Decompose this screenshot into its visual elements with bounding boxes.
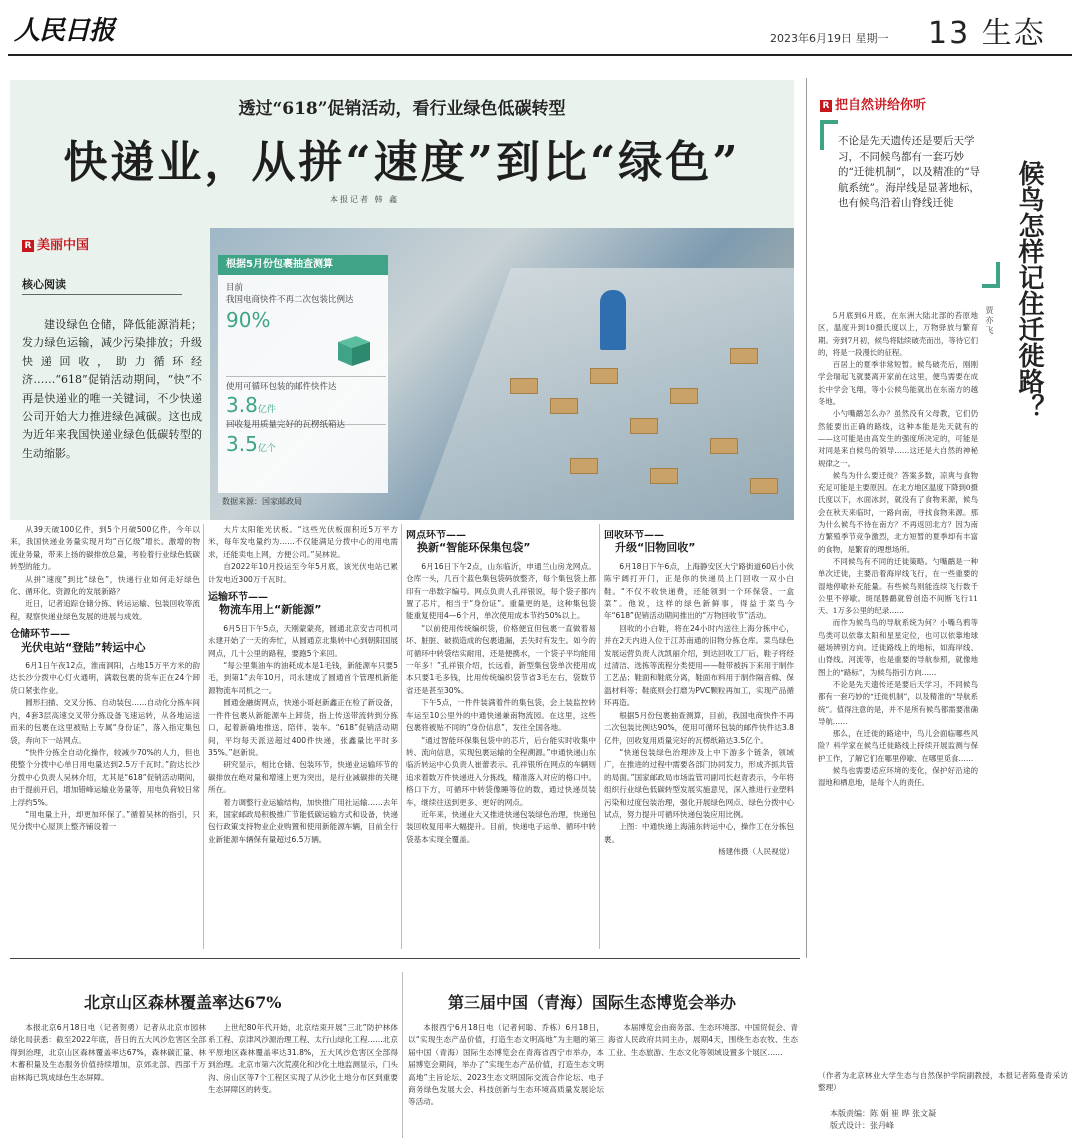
page-footer	[830, 1108, 936, 1132]
parcel	[570, 458, 598, 474]
paragraph: “以前使用传统编织袋，价格便宜但包裹一直做着易坏、脏脏、破损造成的包裹遗漏，丢失时有发生。如今的可循环中转袋结实耐用，还是便携水，一个袋子平均能用一年多！”孔祥银介绍，长远看，新型集包袋单次使用成本只要1毛多钱，比用传统编织袋节省3毛左右，袋数节省还是甚至30%。	[406, 623, 596, 695]
paragraph: 从拼“速度”到比“绿色”，快递行业如何走好绿色化、循环化、资源化的发展新路？	[10, 574, 200, 597]
stat3-value-group	[226, 432, 276, 456]
footer-designer: 版式设计：张丹峰	[830, 1121, 894, 1130]
quote-close-mark	[982, 262, 1000, 288]
paragraph: 候鸟为什么要迁徙？答案多数，凉爽与食物充足可能是主要原因。在北方地区温度下降到0摄氏度以下，水面冰封，就没有了食物来源，候鸟会在秋天来临时，一路向南，寻找食物来源。那为什么候鸟不待在南方？不再返回北方？因为南方繁殖季节竞争激烈，北方短暂的夏季却有丰富的食物，是繁育的理想场所。	[818, 470, 978, 554]
masthead	[0, 0, 1080, 56]
parcel	[650, 468, 678, 484]
bottom-right-headline: 第三届中国（青海）国际生态博览会举办	[448, 993, 737, 1012]
paragraph: 上世纪80年代开始，北京结束开展“三北”防护林体系工程、京津风沙源治理工程、太行山绿化工程……北京平原地区森林覆盖率达31.8%，五大风沙危害区全部得到治理。北京市第六次荒漠化和沙化土地监测显示，门头沟、房山区等7个工程区实现了从沙化土地分布区到重要生态屏障区的转变。	[208, 1023, 398, 1095]
section-tag-beautiful-china	[22, 234, 89, 253]
stat1-value: 90%	[226, 308, 271, 332]
paragraph: 近年来，快递业大又推进快递包装绿色治理，快递包装回收复用率大幅提升。目前，快递电子运单、循环中转袋基本实现全覆盖。	[406, 809, 596, 844]
bottom-rule	[10, 958, 800, 959]
right-article-body	[818, 310, 978, 950]
parcel	[510, 378, 538, 394]
article-byline: 本报记者 韩 鑫	[330, 195, 400, 204]
section-subheading-title: 光伏电站“登陆”转运中心	[21, 640, 146, 654]
section-subheading: 回收环节——	[604, 530, 664, 541]
dateline: 2023年6月19日 星期一	[770, 32, 889, 45]
section-subheading-title: 换新“智能环保集包袋”	[417, 541, 531, 555]
section-tag-label: 美丽中国	[37, 238, 90, 253]
parcel	[630, 418, 658, 434]
section-tag-label: 把自然讲给你听	[835, 98, 927, 113]
paragraph: “快件分拣全自动化操作，较减少70%的人力，但也使整个分拨中心单日用电量达到2.5万千瓦时。”韵达长沙分拨中心负责人吴林介绍，尤其是“618”促销活动期间，由于提前开启，增加错峰运输业务量等，用电负荷较日常上浮约5%。	[10, 747, 200, 807]
article-column-4	[604, 530, 794, 949]
paragraph: 而作为候鸟鸟的导航系统为何？小嘴乌鸦等鸟类可以依靠太阳和星星定位，也可以依靠地球磁场辨别方向。迁徙路线上的地标，如海岸线、山脊线、河流等，也是重要的导航参照，就像地图上的“路标”，为候鸟指引方向……	[818, 618, 978, 677]
parcel	[670, 388, 698, 404]
paragraph: 圆通金融街网点，快递小哥赵新鑫正在检了新设备，一件件包裹从新能源车上卸货，指上传送带流转到分拣口，起着新确地推送、陪伴、装车。“618”促销活动期间，平均每天派送超过400件快递，张鑫量比平时多35%。”赵新说。	[208, 698, 398, 757]
package-icon	[330, 330, 376, 370]
paragraph: 从39天破100亿件，到5个月破500亿件，今年以来，我国快递业务量实现月均“百亿级”增长。激增的物流业务量，带来上扬的碳排放总量，考验着行业绿色低碳转型的能力。	[10, 525, 200, 572]
paragraph: 6月5日下午5点，天刚蒙蒙亮，圆通北京安吉司机司永建开始了一天的奔忙，从圆通京北集转中心到朝阳国展网点，几十公里的路程，要跑5个来回。	[208, 623, 398, 658]
r-tag-icon: R	[820, 100, 832, 112]
photo-caption: 数据来源：国家邮政局	[222, 497, 302, 506]
paragraph: 百居上的夏季非常短暂。候鸟破壳后，刚刚学会瑞起飞就要离开家前在这里，便鸟需要在成长中学会飞翔，等小公候鸟能就出在东南方的越冬地。	[818, 360, 978, 407]
core-reading-text: 建设绿色仓储，降低能源消耗；发力绿色运输，减少污染排放；升级快递回收，助力循环经济……“618”促销活动期间，“快”不再是快递业的唯一关键词，不少快递公司开始大力推进绿色减碳。这也成为近年来我国快递业绿色低碳转型的生动缩影。	[22, 318, 202, 460]
stat2-value: 3.8	[226, 393, 258, 417]
parcel	[750, 478, 778, 494]
stat2-unit: 亿件	[257, 405, 276, 415]
paragraph: 圆形扫描、交叉分拣、自动装包……自动化分拣车间内，4套3层高速交叉带分拣设备飞速运转，从各地运送而来的包裹在这里被贴上专属“身份证”，落入指定集包袋，奔向下一站网点。	[10, 698, 200, 745]
paragraph: 候鸟也需要适应环境的变化，保护好沿途的湿地和栖息地，是每个人的责任。	[818, 765, 978, 788]
bottom-left-col-1	[10, 1022, 206, 1138]
core-reading-heading: 核心阅读	[22, 278, 66, 291]
paragraph: 着力调整行业运输结构，加快推广用社运输……去年来，国家邮政局积极推广节能低碳运输方式和设备，快递包行政策支持物业企业购置和使用新能源车辆，目前全行业新能源车辆保有量超过6.5万辆。	[208, 797, 398, 844]
section-subheading-title: 物流车用上“新能源”	[219, 603, 322, 617]
bottom-left-headline: 北京山区森林覆盖率达67%	[84, 993, 282, 1012]
right-article-author: 贾亦飞	[985, 306, 994, 336]
paragraph: 本届博览会由商务部、生态环境部、中国贸促会、青海省人民政府共同主办，展期4天，围绕生态农牧、生态工业、生态旅游、生态文化等领域设置多个展区……	[608, 1023, 798, 1057]
paragraph: “每公里集油车的油耗成本是1毛钱，新能源车只要5毛，到第1”去年10月，司永建成了圆通首个管理机新能源物流车司机之一。	[208, 661, 398, 695]
column-divider	[599, 524, 600, 949]
article-kicker: 透过“618”促销活动，看行业绿色低碳转型	[238, 99, 566, 119]
paragraph: “用电量上升，却更加环保了。”循着吴林的指引，只见分拨中心屋顶上整齐铺设着一	[10, 809, 200, 832]
core-reading-rule	[22, 294, 182, 295]
photo-note: 上图：中通快递上海浦东转运中心，操作工在分拣包裹。	[604, 822, 794, 844]
bottom-left-col-2	[208, 1022, 398, 1138]
paragraph: 研究显示，相比仓储、包装环节，快递业运输环节的碳排放在绝对量和增速上更为突出，是行业减碳排的关键所在。	[208, 760, 398, 795]
paragraph: 下午5点，一件件装满着件的集包袋，会上装监控转车运至10公里外的中通快递兼南物流园。在这里，这些包裹将被贴不同的“身份信息”，发往全国各地。	[406, 698, 596, 733]
right-column-divider	[806, 78, 807, 958]
paragraph: 不同候鸟有不同的迁徙策略。勺嘴鹬是一种单次迁徙，主要沿着海岸线飞行，在一些重要的湿地停歇补充能量。有些候鸟则能连续飞行数千公里不停歇。斑尾塍鹬就曾创造不间断飞行11天、1万多公里的纪录……	[818, 556, 978, 616]
section-subheading-title: 升级“旧物回收”	[615, 541, 696, 555]
paragraph: 不论是先天遗传还是要后天学习，不同候鸟都有一套巧妙的“迁徙机制”，以及精准的“导航系统”。值得注意的是，并不是所有候鸟都需要准确导航……	[818, 679, 978, 726]
pull-quote: 不论是先天遗传还是要后天学习，不同候鸟都有一套巧妙的“迁徙机制”，以及精准的“导航系统”。海岸线是显著地标，也有候鸟沿着山脊线迁徙	[838, 135, 981, 209]
article-column-1	[10, 524, 200, 949]
article-column-2	[208, 524, 398, 949]
stat3-label: 回收复用质量完好的瓦楞纸箱达	[226, 420, 346, 430]
article-column-3	[406, 530, 596, 949]
parcel	[730, 348, 758, 364]
stat2-label: 使用可循环包装的邮件快件达	[226, 382, 337, 392]
parcel	[590, 368, 618, 384]
parcel	[550, 398, 578, 414]
r-tag-icon: R	[22, 240, 34, 252]
paragraph: “快递包装绿色治理涉及上中下游多个链条，领域广，在推进的过程中需要各部门协同发力，形成齐抓共管的局面。”国家邮政局市场监管司副司长赵青表示，今年将组织行业绿色低碳转型发展实施意见，深入推进行业塑料污染和过度包装治理，强化开展绿色网点、绿色分拨中心试点，努力提升可循环快递包装应用比例。	[604, 747, 794, 819]
right-article-title: 候鸟怎样记住迁徙路？	[1014, 160, 1044, 420]
author-note: （作者为北京林业大学生态与自然保护学院副教授，本报记者陈曼青采访整理）	[818, 1071, 1068, 1093]
paragraph: 小勺嘴鹬怎么办？虽然没有父母教，它们仍然能要出正确的路线，这种本能是先天就有的——这可能是由高发生的强度所决定的，可能是对同是来自候鸟的领导……这还是大自然的神秘规律之一。	[818, 409, 978, 468]
footer-editors: 本版责编：陈 娟 崔 晔 张文凝	[830, 1109, 937, 1118]
paragraph: 6月18日下午6点，上海静安区大宁路街道60后小伙陈宇阔打开门，正是你的快递员上门回收一双小白鞋。“不仅不收快递费，还能领到一个环保袋、一盒菜”。他说，这样的绿色新鲜事，得益于菜鸟今年“618”促销活动期间推出的“万物回收节”活动。	[604, 561, 794, 621]
stats-panel-title: 根据5月份包裹抽查测算	[218, 255, 388, 275]
page-number: 13 生态	[928, 16, 1046, 51]
paragraph: 自2022年10月投运至今年5月底，该光伏电站已累计发电近300万千瓦时。	[208, 562, 398, 584]
column-divider	[203, 524, 204, 949]
paragraph: 回收的小白鞋，将在24小时内送往上海分拣中心，并在2天内进入位于江苏南通的旧物分拣仓库。菜鸟绿色发展运营负责人沈凯丽介绍，到达回收工厂后，鞋子将经过清洁、选拣等流程分类使用——鞋带被拆下来用于制作工艺品；鞋面和鞋底分离，鞋面布料用于制作隔音棉、保温材料等；鞋底则会打磨为PVC颗粒再加工，实现产品循环再造。	[604, 623, 794, 708]
stat3-unit: 亿个	[257, 444, 276, 454]
paragraph: 5月底到6月底，在东洲大陆北部的苔原地区，温度升到10摄氏度以上，万物驿放与繁育期。旁到7月初，候鸟将陆续破壳而出，等待它们的，将是一段漫长的征程。	[818, 311, 978, 357]
stat3-value: 3.5	[226, 432, 258, 456]
paragraph: 本报北京6月18日电（记者贺勇）记者从北京市园林绿化局获悉：截至2022年底，昔日的五大风沙危害区全部得到治理，北京山区森林覆盖率达67%，森林碳汇量、林木蓄积量及生态服务价值持续增加，京郊北部、西部千万亩林海已筑成绿色生态屏障。	[10, 1023, 206, 1082]
photo-credit: 杨建伟摄（人民视觉）	[718, 847, 794, 857]
worker-figure	[600, 290, 626, 350]
paragraph: 大片太阳能光伏板。“这些光伏板面积近5万平方米，每年发电量约为……不仅能满足分拨中心的用电需求，还能卖电上网，方便公司。”吴林说。	[208, 525, 398, 559]
article-headline: 快递业，从拼“速度”到比“绿色”	[63, 137, 741, 188]
bottom-right-col-1	[408, 1022, 604, 1138]
bottom-right-col-2	[608, 1022, 798, 1138]
bottom-divider	[402, 972, 403, 1138]
paragraph: 那么，在迁徙的路途中，鸟儿会面临哪些风险？科学家在候鸟迁徙路线上持续开展监测与保护工作，了解它们在哪里停歇、在哪里觅食……	[818, 729, 978, 763]
masthead-rule	[8, 54, 1072, 56]
panel-divider	[226, 376, 386, 377]
paragraph: 6月16日下午2点，山东临沂，申通兰山房龙网点。仓库一头，几百个蓝色集包袋码放整齐，每个集包袋上都印有一串数字编号。网点负责人孔祥银说，每个袋子都内置了芯片，相当于“身份证”。重量更的是，这种集包袋能重复使用4—6个月，单次使用成本节约50%以上。	[406, 561, 596, 621]
column-divider	[401, 524, 402, 949]
paragraph: 本报西宁6月18日电（记者何聪、乔栋）6月18日，以“实现生态产品价值，打造生态文明高地”为主题的第三届中国（青海）国际生态博览会在青海省西宁市举办，本届博览会期间，举办了“实现生态产品价值，打造生态文明高地”主旨论坛、2023生态文明国际交流合作论坛、电子商务绿色发展大会、科技创新与生态环境高质量发展论坛等活动。	[408, 1023, 604, 1107]
section-subheading: 仓储环节——	[10, 629, 70, 641]
newspaper-logo: 人民日报	[14, 16, 115, 46]
paragraph: 6月1日午夜12点，淮南洞阳，占地15万平方米的韵达长沙分拨中心灯火通明，满载包裹的货车正在24个卸货口紧张作业。	[10, 661, 200, 695]
parcel	[710, 438, 738, 454]
section-tag-nature	[820, 94, 926, 113]
paragraph: 根据5月份包裹抽查测算，目前，我国电商快件不再二次包装比例达90%，使用可循环包装的邮件快件达3.8亿件，回收复用质量完好的瓦楞纸箱达3.5亿个。	[604, 710, 794, 745]
section-subheading: 网点环节——	[406, 530, 466, 541]
paragraph: 近日，记者追踪仓储分拣、转运运输、包装回收等流程，观察快递业绿色发展的进展与成效。	[10, 599, 200, 621]
section-subheading: 运输环节——	[208, 592, 268, 604]
paragraph: “通过智能环保集包袋中的芯片，后台能实时收集中转、流向信息，实现包裹运输的全程溯源。”申通快递山东临沂转运中心负责人崔蕾表示。孔祥银所在网点的车辆则追求着数万件快递进入分拣线，精准落入对应的格口中。格口下方，可循环中转袋像睡等位的数，通过快递员装车，继续往送到更多、更好的网点。	[406, 735, 596, 807]
stat1-label: 目前 我国电商快件不再二次包装比例达	[226, 283, 354, 305]
stat2-value-group	[226, 393, 276, 417]
quote-open-mark	[820, 120, 838, 150]
